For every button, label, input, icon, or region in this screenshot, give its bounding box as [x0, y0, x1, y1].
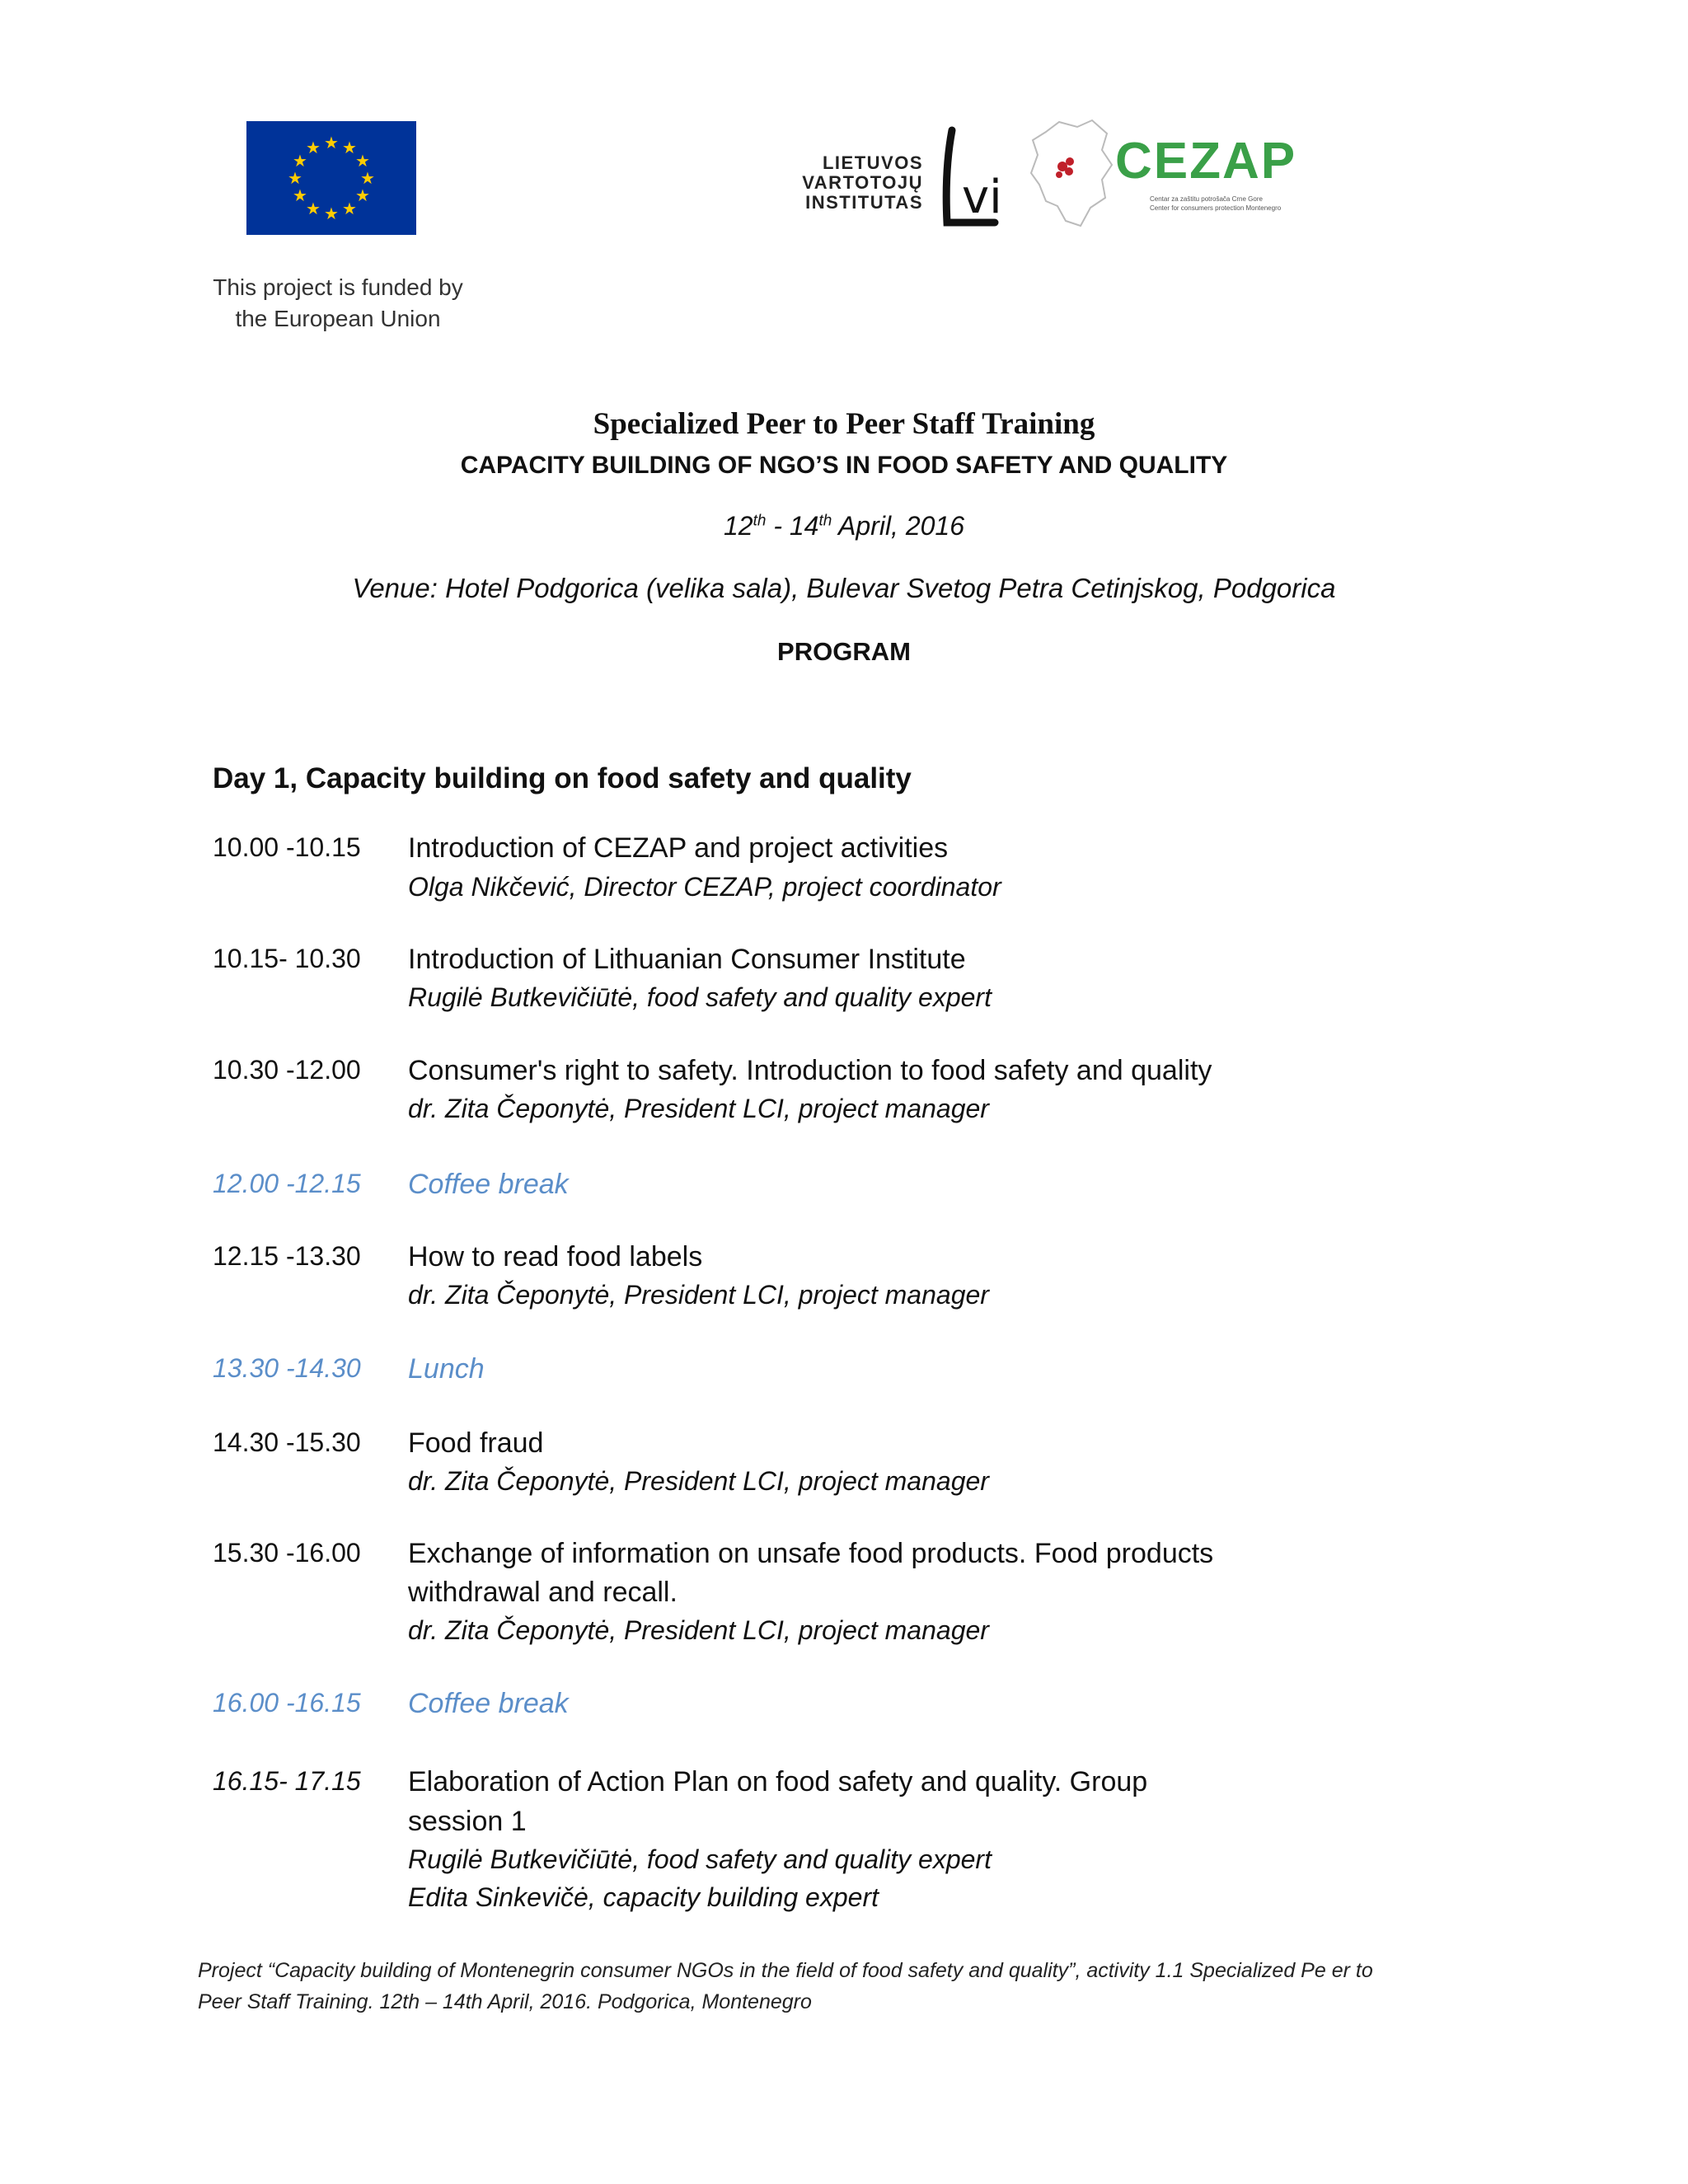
session-time: 14.30 -15.30 [213, 1427, 361, 1457]
svg-text:★: ★ [342, 138, 357, 157]
session-speaker: dr. Zita Čeponytė, President LCI, project manager [408, 1615, 989, 1645]
svg-text:★: ★ [355, 185, 370, 205]
cezap-tagline-line1: Centar za zaštitu potrošača Crne Gore [1150, 195, 1263, 203]
date-end: - 14 [766, 511, 819, 541]
svg-text:★: ★ [306, 199, 321, 218]
montenegro-map-graphic [1026, 115, 1117, 235]
day-heading: Day 1, Capacity building on food safety and quality [213, 762, 912, 794]
lvi-name-line2: VARTOTOJŲ [802, 172, 923, 193]
svg-text:★: ★ [342, 199, 357, 218]
session-speaker: dr. Zita Čeponytė, President LCI, project manager [408, 1280, 989, 1310]
session-title: Food fraud [408, 1427, 544, 1459]
date-start-suffix: th [753, 512, 767, 530]
session-time: 10.00 -10.15 [213, 832, 361, 862]
date-end-suffix: th [818, 512, 832, 530]
document-subtitle: CAPACITY BUILDING OF NGO’S IN FOOD SAFETY AND QUALITY [460, 452, 1228, 479]
cezap-tagline-line2: Center for consumers protection Montenegro [1150, 204, 1282, 212]
date-month-year: April, 2016 [832, 511, 965, 541]
lvi-mark-text: vi [962, 171, 1002, 224]
event-dates [0, 511, 1688, 541]
svg-text:★: ★ [324, 204, 339, 223]
lvi-name-line1: LIETUVOS [822, 152, 923, 173]
footer-line2: Peer Staff Training. 12th – 14th April, 2016. Podgorica, Montenegro [198, 1990, 812, 2013]
eu-funding-caption [190, 272, 486, 335]
session-title-line1: Exchange of information on unsafe food products. Food products [408, 1538, 1214, 1569]
break-time: 16.00 -16.15 [213, 1688, 361, 1718]
event-venue: Venue: Hotel Podgorica (velika sala), Bulevar Svetog Petra Cetinjskog, Podgorica [352, 573, 1336, 603]
svg-text:★: ★ [306, 138, 321, 157]
svg-text:★: ★ [360, 168, 375, 188]
cezap-tagline [1150, 194, 1372, 213]
break-title: Lunch [408, 1353, 485, 1385]
program-label: PROGRAM [777, 637, 911, 666]
document-title: Specialized Peer to Peer Staff Training [593, 407, 1095, 441]
session-title-line2: session 1 [408, 1806, 527, 1837]
session-speaker-2: Edita Sinkevičė, capacity building expert [408, 1882, 879, 1912]
session-time: 10.15- 10.30 [213, 944, 361, 973]
lvi-logo-icon [783, 124, 1010, 239]
session-time: 10.30 -12.00 [213, 1055, 361, 1085]
break-time: 13.30 -14.30 [213, 1353, 361, 1383]
session-speaker: Rugilė Butkevičiūtė, food safety and quality expert [408, 982, 992, 1012]
svg-text:★: ★ [288, 168, 302, 188]
session-title-line2: withdrawal and recall. [408, 1577, 678, 1608]
cezap-name: CEZAP [1115, 133, 1297, 190]
lvi-name [783, 153, 923, 213]
session-title-line1: Elaboration of Action Plan on food safety and quality. Group [408, 1766, 1148, 1797]
svg-text:★: ★ [324, 133, 339, 152]
eu-caption-line1: This project is funded by [213, 274, 463, 300]
lvi-mark-graphic [927, 124, 1010, 239]
svg-text:★: ★ [293, 185, 307, 205]
break-time: 12.00 -12.15 [213, 1169, 361, 1198]
session-speaker: Olga Nikčević, Director CEZAP, project coordinator [408, 872, 1001, 902]
session-time: 15.30 -16.00 [213, 1538, 361, 1568]
break-title: Coffee break [408, 1169, 569, 1200]
page-footer [198, 1955, 1517, 2018]
break-title: Coffee break [408, 1688, 569, 1719]
session-speaker: dr. Zita Čeponytė, President LCI, project manager [408, 1094, 989, 1123]
svg-text:★: ★ [355, 151, 370, 171]
eu-caption-line2: the European Union [235, 306, 441, 331]
session-time: 12.15 -13.30 [213, 1241, 361, 1271]
lvi-name-line3: INSTITUTAS [805, 192, 923, 213]
session-time: 16.15- 17.15 [213, 1766, 361, 1796]
session-speaker: dr. Zita Čeponytė, President LCI, project manager [408, 1466, 989, 1496]
session-title: Introduction of CEZAP and project activities [408, 832, 949, 864]
eu-flag-icon [246, 121, 416, 235]
session-speaker: Rugilė Butkevičiūtė, food safety and quality expert [408, 1844, 992, 1874]
session-title: Introduction of Lithuanian Consumer Institute [408, 944, 966, 975]
footer-line1: Project “Capacity building of Montenegrin consumer NGOs in the field of food safety and quality”, activity 1.1 Specialized Pe er to [198, 1959, 1373, 1982]
session-title: How to read food labels [408, 1241, 703, 1272]
date-start: 12 [723, 511, 753, 541]
session-title: Consumer's right to safety. Introduction to food safety and quality [408, 1055, 1212, 1086]
cezap-logo-icon [1026, 115, 1372, 235]
svg-text:★: ★ [293, 151, 307, 171]
